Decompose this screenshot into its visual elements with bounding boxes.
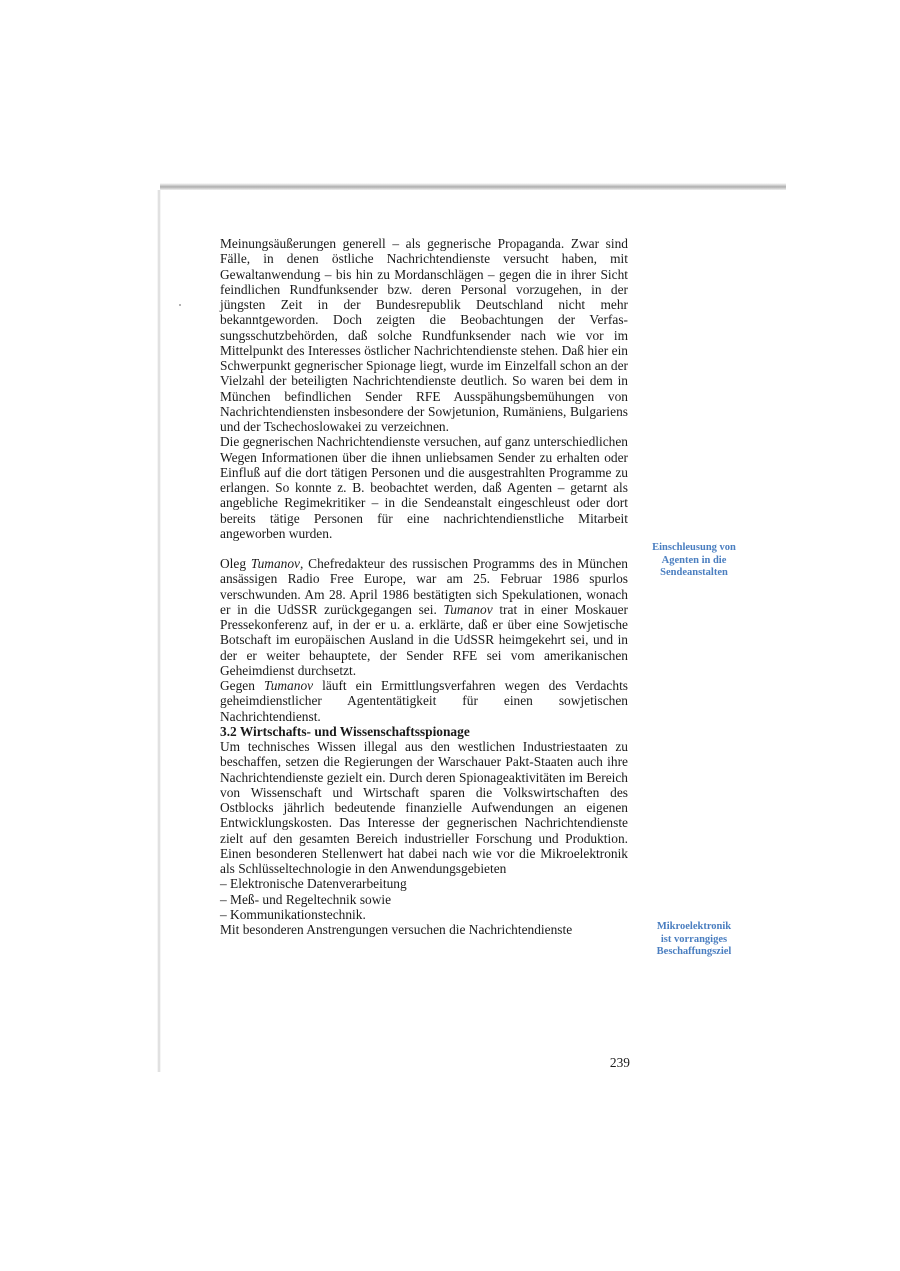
list-item: – Elektronische Datenverarbeitung	[220, 876, 407, 892]
page-number: 239	[609, 1055, 630, 1070]
paragraph-agent-infiltration: Die gegnerischen Nachrichtendienste versuchen, auf ganz unterschiedlichen Wegen Informationen über die ihnen unliebsamen Sender zu erhalten oder Einfluß auf die dort tätigen Personen und die ausgestrahlten Programme zu erlangen. So konnte z. B. beobachtet werden, daß Agenten – getarnt als angebliche Regimekritiker – in die Sendeanstalt eingeschleust oder dort bereits tätige Personen für eine nachrichtendienstliche Mitarbeit angeworben wurden.	[220, 434, 628, 541]
paragraph-propaganda: Meinungsäußerungen generell – als gegnerische Propaganda. Zwar sind Fälle, in denen östliche Nachrichtendienste versucht haben, mit Gewaltanwendung – bis hin zu Mordanschlägen – gegen die in ihrer Sicht feindlichen Rundfunksender bzw. deren Personal vorzugehen, in der jüngsten Zeit in der Bundesrepublik Deutschland nicht mehr bekanntgeworden. Doch zeigten die Beobachtungen der Verfassungsschutzbehörden, daß solche Rundfunksender nach wie vor im Mittelpunkt des Interesses östlicher Nachrichtendienste stehen. Daß hier ein Schwerpunkt gegnerischer Spionage liegt, wurde im Einzelfall schon an der Vielzahl der beteiligten Nachrichtendienste deutlich. So waren bei dem in München befindlichen Sender RFE Ausspähungsbemühungen von Nachrichtendiensten insbesondere der Sowjetunion, Rumäniens, Bulgariens und der Tschechoslowakei zu verzeichnen.	[220, 236, 628, 434]
list-item: – Kommunikationstechnik.	[220, 906, 366, 922]
margin-note-line: Beschaffungsziel	[656, 946, 732, 957]
tumanov-name-1: Tumanov	[250, 556, 300, 571]
section-heading: 3.2 Wirtschafts- und Wissenschaftsspionage	[220, 723, 470, 739]
margin-note-line: Sendeanstalten	[660, 567, 728, 578]
paragraph-closing-line: Mit besonderen Anstrengungen versuchen die Nachrichtendienste	[220, 922, 573, 937]
page-left-edge-shadow	[157, 190, 161, 1072]
tumanov-name-2: Tumanov	[443, 601, 493, 617]
margin-note-line: Einschleusung von	[652, 542, 736, 553]
margin-note-line: ist vorrangiges	[660, 933, 728, 945]
margin-note-line: Mikroelektronik	[656, 921, 732, 932]
margin-note-microelectronics	[640, 921, 748, 959]
scan-speck	[179, 304, 181, 306]
page-top-edge-shadow	[160, 183, 786, 190]
tumanov-text-2: , Chefredakteur des russischen Programms des in München ansässigen Radio Free Europe, war am 25. Februar 1986 spurlos verschwunden. Am 28. April 1986 bestätigten sich Spekulationen, wonach er in die UdSSR zurückgegangen sei.	[220, 556, 628, 617]
investigation-name: Tumanov	[263, 678, 314, 693]
tumanov-text-1: Oleg	[220, 556, 251, 571]
tumanov-text-3: trat in einer Moskauer Pressekonferenz auf, in der er u. a. erklärte, daß er über eine Sowjetische Botschaft im europäischen Ausland in die UdSSR heimgekehrt sei, und in der er weiter behauptete, der Sender RFE sei vom amerikanischen Geheimdienst durchsetzt.	[220, 601, 629, 678]
margin-note-line: Agenten in die	[661, 554, 727, 566]
investigation-text-2: läuft ein Ermittlungsverfahren wegen des Verdachts geheimdienstlicher Agententätigkeit für einen sowjetischen Nachrichtendienst.	[220, 678, 629, 724]
main-text-column	[220, 236, 628, 937]
paragraph-investigation	[220, 678, 628, 724]
paragraph-tumanov	[220, 556, 628, 678]
list-item: – Meß- und Regeltechnik sowie	[220, 891, 392, 907]
margin-note-infiltration	[640, 542, 748, 580]
investigation-text-1: Gegen	[220, 678, 264, 693]
paragraph-economic-espionage: Um technisches Wissen illegal aus den westlichen Industriestaaten zu beschaffen, setzen die Regierungen der Warschauer Pakt-Staaten auch ihre Nachrichtendienste gezielt ein. Durch deren Spionageaktivitäten im Bereich von Wissenschaft und Wirtschaft sparen die Volkswirtschaften des Ostblocks jährlich bedeutende finanzielle Aufwendungen an eigenen Entwicklungskosten. Das Interesse der gegnerischen Nachrichtendienste zielt auf den gesamten Bereich industrieller Forschung und Produktion. Einen besonderen Stellenwert hat dabei nach wie vor die Mikroelektronik als Schlüsseltechnologie in den Anwendungsgebieten	[220, 739, 628, 876]
